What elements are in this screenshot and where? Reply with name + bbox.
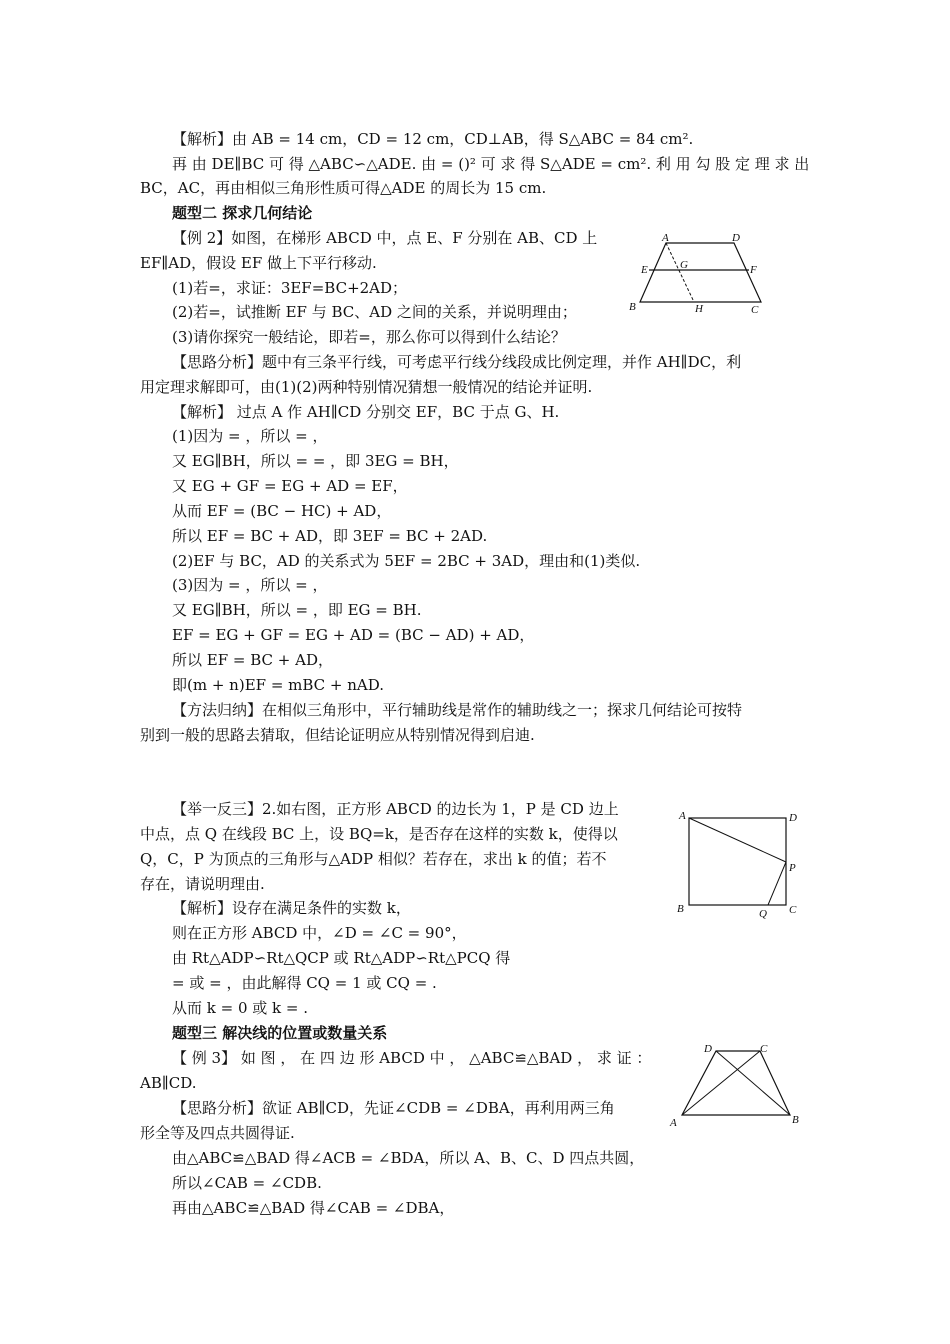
diagonal-ac — [682, 1051, 760, 1115]
text-line: 所以 EF = BC + AD， — [172, 651, 333, 669]
label-p: P — [789, 862, 796, 874]
text-line: BC，AC，再由相似三角形性质可得△ADE 的周长为 15 cm. — [140, 179, 547, 197]
label-b: B — [792, 1114, 799, 1126]
label-a: A — [679, 810, 686, 822]
label-e: E — [641, 264, 648, 276]
label-f: F — [750, 264, 757, 276]
label-a: A — [670, 1117, 677, 1129]
text-line: (1)若=，求证：3EF=BC+2AD； — [172, 279, 408, 297]
trapezoid-figure — [625, 232, 770, 318]
text-line: 用定理求解即可，由(1)(2)两种特别情况猜想一般情况的结论并证明. — [140, 378, 593, 396]
text-line: 又 EG + GF = EG + AD = EF， — [172, 477, 408, 495]
section-heading: 题型三 解决线的位置或数量关系 — [172, 1024, 388, 1042]
text-line: AB∥CD. — [140, 1074, 197, 1092]
text-line: 再 由 DE∥BC 可 得 △ABC∽△ADE. 由 = ()² 可 求 得 S△ADE = cm². 利 用 勾 股 定 理 求 出 — [172, 155, 810, 173]
section-heading: 题型二 探求几何结论 — [172, 204, 313, 222]
text-line: 从而 EF = (BC − HC) + AD， — [172, 502, 392, 520]
text-line: 【解析】设存在满足条件的实数 k， — [172, 899, 411, 917]
label-b: B — [629, 301, 636, 313]
text-line: (1)因为 = ，所以 = ， — [172, 427, 328, 445]
segment-pq — [768, 862, 786, 905]
text-line: EF = EG + GF = EG + AD = (BC − AD) + AD， — [172, 626, 535, 644]
label-g: G — [680, 259, 688, 271]
text-line: 即(m + n)EF = mBC + nAD. — [172, 676, 385, 694]
label-q: Q — [759, 908, 767, 920]
text-line: 所以 EF = BC + AD，即 3EF = BC + 2AD. — [172, 527, 488, 545]
text-line: 所以∠CAB = ∠CDB. — [172, 1174, 322, 1192]
label-c: C — [751, 304, 759, 316]
text-line: 又 EG∥BH，所以 = = ，即 3EG = BH， — [172, 452, 459, 470]
square-figure — [672, 805, 807, 920]
text-line: 【 例 3】 如 图 ， 在 四 边 形 ABCD 中 ， △ABC≌△BAD ， 求 证 ： — [172, 1049, 652, 1067]
text-line: 存在，请说明理由. — [140, 875, 265, 893]
quadrilateral-figure — [668, 1040, 808, 1130]
text-line: 【方法归纳】在相似三角形中，平行辅助线是常作的辅助线之一；探求几何结论可按特 — [172, 701, 743, 719]
diagonal-bd — [716, 1051, 790, 1115]
text-line: 再由△ABC≌△BAD 得∠CAB = ∠DBA， — [172, 1199, 455, 1217]
trapezoid-outline — [640, 243, 761, 302]
text-line: 则在正方形 ABCD 中，∠D = ∠C = 90°， — [172, 924, 467, 942]
text-line: 由 Rt△ADP∽Rt△QCP 或 Rt△ADP∽Rt△PCQ 得 — [172, 949, 511, 967]
label-d: D — [704, 1043, 712, 1055]
square-outline — [689, 818, 786, 905]
text-line: 【解析】由 AB = 14 cm，CD = 12 cm，CD⊥AB，得 S△ABC = 84 cm². — [172, 130, 694, 148]
text-line: (2)EF 与 BC，AD 的关系式为 5EF = 2BC + 3AD，理由和(1)类似. — [172, 552, 641, 570]
label-c: C — [760, 1043, 768, 1055]
text-line: = 或 = ，由此解得 CQ = 1 或 CQ = . — [172, 974, 437, 992]
text-line: (2)若=，试推断 EF 与 BC、AD 之间的关系，并说明理由； — [172, 303, 577, 321]
text-line: 从而 k = 0 或 k = . — [172, 999, 309, 1017]
label-a: A — [662, 232, 669, 244]
segment-ap — [689, 818, 786, 862]
segment-ah — [666, 243, 694, 302]
label-c: C — [789, 904, 797, 916]
label-d: D — [732, 232, 740, 244]
text-line: 形全等及四点共圆得证. — [140, 1124, 295, 1142]
text-line: 【思路分析】欲证 AB∥CD，先证∠CDB = ∠DBA，再利用两三角 — [172, 1099, 615, 1117]
text-line: 【例 2】如图，在梯形 ABCD 中，点 E、F 分别在 AB、CD 上 — [172, 229, 598, 247]
text-line: 【解析】 过点 A 作 AH∥CD 分别交 EF，BC 于点 G、H. — [172, 403, 560, 421]
text-line: 【举一反三】2.如右图，正方形 ABCD 的边长为 1，P 是 CD 边上 — [172, 800, 619, 818]
text-line: 【思路分析】题中有三条平行线，可考虑平行线分线段成比例定理，并作 AH∥DC，利 — [172, 353, 742, 371]
text-line: (3)因为 = ，所以 = ， — [172, 576, 328, 594]
text-line: EF∥AD，假设 EF 做上下平行移动. — [140, 254, 377, 272]
quadrilateral-outline — [682, 1051, 790, 1115]
text-line: Q，C，P 为顶点的三角形与△ADP 相似？若存在，求出 k 的值；若不 — [140, 850, 607, 868]
label-h: H — [695, 303, 703, 315]
text-line: (3)请你探究一般结论，即若=，那么你可以得到什么结论？ — [172, 328, 566, 346]
text-line: 中点，点 Q 在线段 BC 上，设 BQ=k，是否存在这样的实数 k，使得以 — [140, 825, 618, 843]
label-b: B — [677, 903, 684, 915]
text-line: 又 EG∥BH，所以 = ，即 EG = BH. — [172, 601, 422, 619]
text-line: 别到一般的思路去猜取，但结论证明应从特别情况得到启迪. — [140, 726, 535, 744]
text-line: 由△ABC≌△BAD 得∠ACB = ∠BDA，所以 A、B、C、D 四点共圆， — [172, 1149, 645, 1167]
label-d: D — [789, 812, 797, 824]
